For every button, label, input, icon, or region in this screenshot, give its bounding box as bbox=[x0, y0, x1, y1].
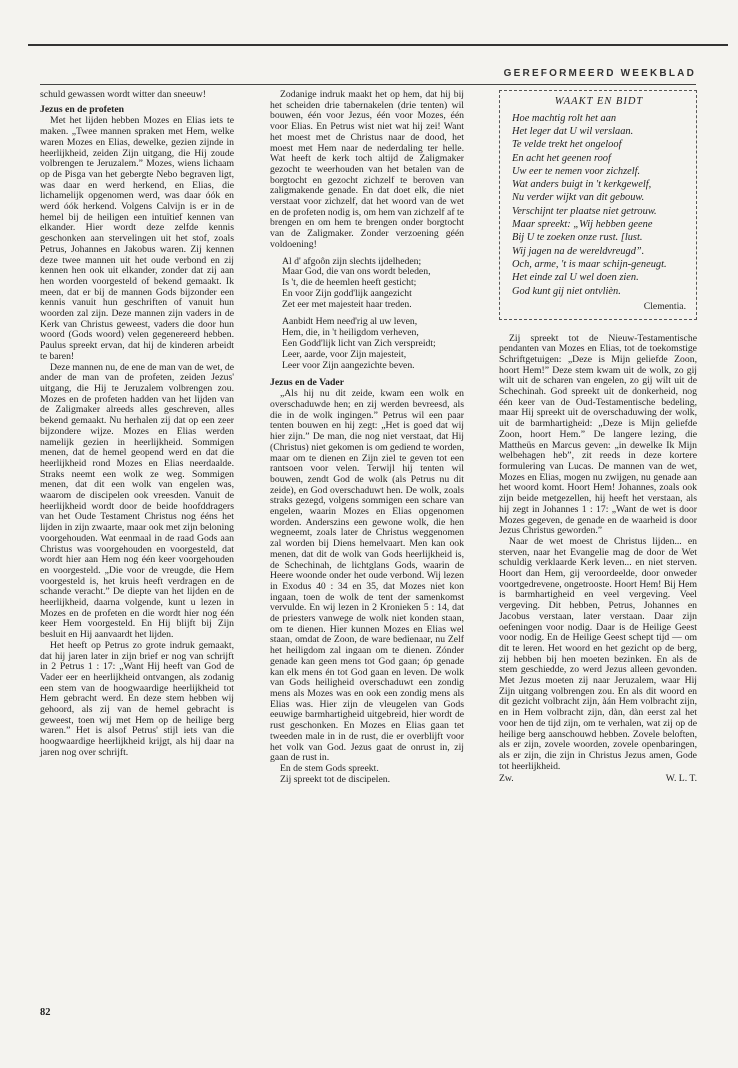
poem-line: Te velde trekt het ongeloof bbox=[512, 139, 622, 151]
verse-line: Een Godd'lijk licht van Zich verspreidt; bbox=[282, 337, 436, 349]
paragraph: „Als hij nu dit zeide, kwam een wolk en overschaduwde hen; en zij werden bevreesd, als die in de wolk ingingen.” Petrus wil een paar tenten bouwen en hij zegt: „Het is goed dat wij hier zijn.” De man, die nog niet verstaat, dat Hij (Christus) niet gekomen is om gediend te worden, maar om te dienen en Zijn ziel te geven tot een rantsoen voor velen. Terwijl hij tenten wil bouwen, zendt God de wolk (als Petrus nu dit zeide), en God overschaduwt hen. De wolk, zoals straks gezegd, volgens sommigen een schare van engelen, waarin Mozes en Elias opgenomen worden. Anderszins een gewone wolk, die hen wegneemt, zoals later de Christus weggenomen zal worden bij Diens hemelvaart. Men kan ook menen, dat dit de wolk van Gods heerlijkheid is, de Schechinah, de lichtglans Gods, waarin de Heere woonde onder het oude verbond. Wij lezen in Exodus 40 : 34 en 35, dat Mozes niet kon ingaan, toen de wolk de tent der samenkomst vervulde. En wij lezen in 2 Kronieken 5 : 14, dat de priesters vanwege de wolk niet konden staan, om te dienen. Hier kunnen Mozes en Elias wel staan, omdat de Zoon, de ware bedienaar, nu Zelf het heiligdom zal ingaan om te dienen. Zónder genade kan geen mens tot God gaan; óp genade kan elk mens én tot God gaan en leven. De wolk van Gods heiligheid overschaduwt een zondig mens als Mozes was en ook een zondig mens als Elias was. Hier zijn de vleugelen van Gods eeuwige barmhartigheid uitgebreid, hier wordt de rust geschonken. En Mozes en Elias gaan tet tweeden male in in de rust, die er overblijft voor het volk van God. Jezus gaat de onrust in, zij gaan de rust in. bbox=[270, 388, 464, 764]
poem-box bbox=[499, 90, 697, 320]
poem-line: Och, arme, 't is maar schijn-geneugt. bbox=[512, 258, 667, 270]
author-initials: W. L. T. bbox=[665, 773, 697, 785]
poem-line: Maar spreekt: „Wij hebben geene bbox=[512, 219, 653, 231]
poem-line: Het einde zal U wel doen zien. bbox=[512, 272, 639, 284]
closing-abbrev: Zw. bbox=[499, 773, 514, 785]
poem-title: WAAKT EN BIDT bbox=[554, 96, 644, 107]
poem-line: Hoe machtig rolt het aan bbox=[512, 112, 617, 124]
poem-line: Wat anders buigt in 't kerkgewelf, bbox=[512, 179, 652, 191]
section-heading: Jezus en de profeten bbox=[40, 103, 125, 115]
verse-line: Hem, die, in 't heiligdom verheven, bbox=[282, 326, 419, 338]
column-3 bbox=[499, 90, 697, 785]
signature-row bbox=[499, 774, 697, 785]
verse-line: En voor Zijn godd'lijk aangezicht bbox=[282, 288, 412, 300]
paragraph: Met het lijden hebben Mozes en Elias iets te maken. „Twee mannen spraken met Hem, welke waren Mozes en Elias, dewelke, gezien zijnde in heerlijkheid, zeiden Zijn uitgang, die Hij zoude volbrengen te Jeruzalem.” Mozes, wiens lichaam op de Pisga van het gebergte Nebo begraven ligt, was daar en werd herkend, en Elias, die lichamelijk opgenomen werd, was daar óók en werd óók herkend. Volgens Calvijn is er in de hemel bij de heiligen een intuïtief kennen van elkander. Hier wordt deze zelfde kennis geschonken aan stervelingen uit het stof, zoals Petrus, Johannes en Jakobus waren. Zij kennen deze twee mannen uit het oude verbond en zij kennen hen ook uit elkander, zonder dat zij aan hen worden voorgesteld of bekend gemaakt. Ik meen, dat er bij de mannen Gods bijzonder een kennis vanuit hun geschriften of vanuit hun woorden zal zijn. Deze mannen zijn vaders in de Kerk van Christus geweest, vaders die door hun woord (Gods woord) velen gegenereerd hebben. Paulus spreekt ervan, dat hij de kinderen arbeidt te baren! bbox=[40, 115, 234, 362]
poem-line: Bij U te zoeken onze rust. [lust. bbox=[512, 232, 643, 244]
poem-line: En acht het geenen roof bbox=[512, 152, 611, 164]
poem-line: Wij jagen na de wereldvreugd”. bbox=[512, 245, 645, 257]
paragraph: Het heeft op Petrus zo grote indruk gemaakt, dat hij jaren later in zijn brief er nog van schrijft in 2 Petrus 1 : 17: „Want Hij heeft van God de Vader eer en heerlijkheid ontvangen, als zodanig een stem van de hoogwaardige heerlijkheid tot Hem gebracht werd. En deze stem hebben wij gehoord, als zij van de hemel gebracht is geweest, toen wij met Hem op de heilige berg waren.” Het is alsof Petrus' stijl iets van die hoogwaardige heerlijkheid krijgt, als hij daar na jaren nog over schrijft. bbox=[40, 639, 234, 758]
verse-line: Leer, aarde, voor Zijn majesteit, bbox=[282, 348, 407, 360]
paragraph: Naar de wet moest de Christus lijden... en sterven, naar het Evangelie mag de door de Wet schuldig verklaarde Kerk leven... en niet sterven. Hoort dan Hem, gij veroordeelde, door onweder voortgedrevene, ongetrooste. Hoort Hem! Bij Hem is barmhartigheid en veel vergeving. Veel vergeving. Dit hebben, Petrus, Johannes en Jacobus verstaan, later verstaan. Daar zijn oefeningen voor nodig. Daar is de Heilige Geest voor nodig. En de Heilige Geest schept tijd — om dit te leren. Het woord en het gezicht op de berg, zij hebben bij hen moeten bezinken. En als de stem geschiedde, zo werd Jezus alleen gevonden. Met Jezus moeten zij naar Jeruzalem, waar Hij Zijn uitgang volbrengen zou. En als dit woord en dit gezicht volbracht zijn, àán Hem volbracht zijn, en in Hem volbracht zijn, dàn, dàn eerst zal het voor hen de tijd zijn, om te verhalen, wat zij op de heilige berg aanschouwd hebben. Zovele beloften, als er zijn, zovele woorden, zovele openbaringen, als er zijn, die zijn in Christus Jezus amen, Gode tot heerlijkheid. bbox=[499, 535, 697, 772]
poem-author: Clementia. bbox=[643, 300, 686, 312]
verse bbox=[282, 257, 464, 312]
paragraph: Deze mannen nu, de ene de man van de wet, de ander de man van de profeten, zeiden Jezus' uitgang, die Hij te Jeruzalem volbrengen zou. Mozes en de profeten hadden van het lijden van de Zaligmaker alreeds alles geschreven, alles bekend gemaakt. Nu herhalen zij dat op een zeer bijzondere wijze. Mozes en Elias werden namelijk gezien in heerlijkheid. Sommigen menen, dat de hemel geopend werd en dat die heerlijkheid rond Mozes en Elias neerdaalde. Straks neemt een wolk ze weg. Sommigen menen, dat dit een wolk van engelen was, waarom de discipelen ook vreesden. Vanuit de heerlijkheid wordt door de beide hoofddragers van het Oude Testament Christus nog ééns het lijden in zijn zwaarte, maar ook met zijn beloning voorgehouden. Wat eenmaal in de raad Gods aan Christus was voorgehouden en voorgesteld, dat wordt hier aan Hem nog één keer voorgehouden en voorgesteld. „Die voor de vreugde, die Hem voorgesteld is, het kruis heeft verdragen en de schande veracht.” De diepte van het lijden en de heerlijkheid, daarna volgende, kunt u lezen in Mozes en de profeten en die wordt hier nog één keer Hem voorgesteld. En Hij blijft bij Zijn besluit en Hij aanvaardt het lijden. bbox=[40, 361, 234, 641]
paragraph: schuld gewassen wordt witter dan sneeuw! bbox=[40, 89, 206, 100]
column-1 bbox=[40, 90, 234, 759]
top-rule bbox=[28, 44, 728, 46]
page-number: 82 bbox=[40, 1007, 51, 1018]
poem-line: Uw eer te nemen voor zichzelf. bbox=[512, 165, 641, 177]
poem-line: Nu verder wijkt van dit gebouw. bbox=[512, 192, 645, 204]
running-header: GEREFORMEERD WEEKBLAD bbox=[503, 68, 696, 79]
verse-line: Aanbidt Hem need'rig al uw leven, bbox=[282, 316, 418, 328]
poem-line: God kunt gij niet ontvlièn. bbox=[512, 285, 621, 297]
verse-line: Zet eer met majesteit haar treden. bbox=[282, 299, 412, 311]
verse bbox=[282, 317, 464, 372]
verse-line: Is 't, die de heemlen heeft gesticht; bbox=[282, 277, 417, 289]
verse-line: Leer voor Zijn aangezichte beven. bbox=[282, 359, 415, 371]
section-heading: Jezus en de Vader bbox=[270, 376, 345, 388]
paragraph: Zodanige indruk maakt het op hem, dat hij bij het scheiden drie tabernakelen (drie tenten) wil bouwen, één voor Jezus, één voor Mozes, één voor Elias. En Petrus wist niet wat hij zei! Want het moest met de Christus naar de dood, het moest met Hem naar de nederdaling ter helle. Wat heeft de kerk toch altijd de Zaligmaker gezocht te weerhouden van het betalen van de borgtocht en gezocht zichzelf te beroven van zaligmakende genade. En dat doet elk, die niet verstaat voor zichzelf, dat het woord van de wet en de profeten nodig is, om hem van zichzelf af te brengen en om hem te brengen onder borgtocht van de Zaligmaker. Zonder verzoening géén voldoening! bbox=[270, 89, 464, 250]
header-rule bbox=[40, 84, 696, 85]
paragraph: En de stem Gods spreekt. bbox=[280, 762, 379, 774]
verse-line: Al d' afgoôn zijn slechts ijdelheden; bbox=[282, 255, 422, 267]
paragraph: Zij spreekt tot de discipelen. bbox=[280, 773, 391, 785]
poem-line: Verschijnt ter plaatse niet getrouw. bbox=[512, 205, 657, 217]
paragraph: Zij spreekt tot de Nieuw-Testamentische pendanten van Mozes en Elias, tot de toekomstige Schriftgetuigen: „Deze is Mijn geliefde Zoon, hoort Hem!” Deze stem kwam uit de wolk, zo gij wilt uit de scharen van engelen, zo gij wilt uit de Schechinah. God spreekt uit de donkerheid, nog één keer van de Oud-Testamentische bedeling, maar Hij spreekt uit de overschaduwing der wolk, uit de barmhartigheid: „Deze is Mijn geliefde Zoon, hoort Hem.” De langere lezing, die Mattheüs en Marcus geven: „in dewelke Ik Mijn welbehagen heb”, zit reeds in deze kortere formulering van Lucas. De mannen van de wet, Mozes en Elias, mogen nu zwijgen, nu genade aan het woord komt. Hoort Hem! Johannes, zoals ook zijn beide metgezellen, hij heeft het verstaan, als hij zegt in Johannes 1 : 17: „Want de wet is door Mozes gegeven, de genade en de waarheid is door Jezus Christus geworden.” bbox=[499, 332, 697, 537]
poem-line: Het leger dat U wil verslaan. bbox=[512, 126, 634, 137]
verse-line: Maar God, die van ons wordt beleden, bbox=[282, 266, 431, 278]
column-2 bbox=[270, 90, 464, 785]
